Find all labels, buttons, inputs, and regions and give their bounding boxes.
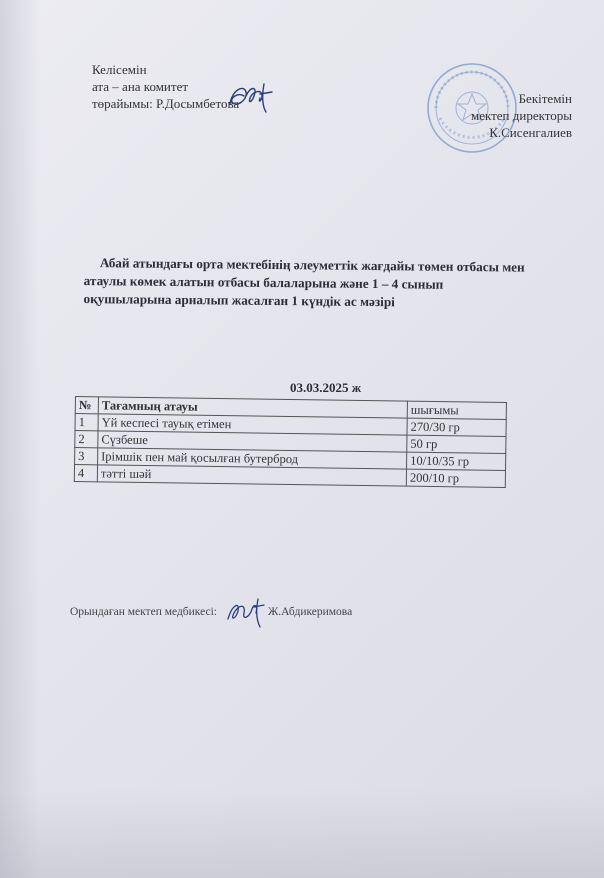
row-num: 2 bbox=[75, 431, 98, 448]
approval-block-right bbox=[471, 90, 572, 141]
approval-left-line1: Келісемін bbox=[92, 62, 147, 77]
signature-committee bbox=[222, 78, 278, 118]
menu-date: 03.03.2025 ж bbox=[290, 380, 362, 395]
approval-left-line2: ата – ана комитет bbox=[92, 79, 189, 94]
row-yield: 200/10 гр bbox=[406, 469, 505, 487]
menu-table bbox=[74, 396, 507, 488]
approval-right-line3: К.Сисенгалиев bbox=[489, 125, 572, 140]
title-line3: оқушыларына арналып жасалған 1 күндік ас мәзірі bbox=[83, 290, 395, 310]
title-line1: Абай атындағы орта мектебінің әлеуметтік жағдайы төмен отбасы мен bbox=[99, 255, 525, 275]
page-shadow-bottom bbox=[0, 788, 604, 878]
approval-right-line2: мектеп директоры bbox=[470, 108, 572, 123]
row-yield: 50 гр bbox=[407, 435, 506, 453]
approval-right-line1: Бекітемін bbox=[518, 91, 572, 106]
row-dish: Үй кеспесі тауық етімен bbox=[98, 414, 407, 435]
signature-nurse bbox=[224, 595, 268, 631]
footer-signature-line bbox=[70, 606, 353, 618]
title-line2: атаулы көмек алатын отбасы балаларына және 1 – 4 сынып bbox=[83, 272, 444, 292]
document-title bbox=[83, 254, 564, 313]
footer-label: Орындаған мектеп медбикесі: bbox=[70, 606, 217, 618]
row-dish: Сүзбеше bbox=[98, 431, 407, 452]
header-dish-name: Тағамның атауы bbox=[98, 397, 407, 418]
row-num: 1 bbox=[75, 414, 98, 431]
row-dish: Ірімшік пен май қосылған бутерброд bbox=[98, 448, 407, 469]
footer-name: Ж.Абдикеримова bbox=[268, 606, 353, 618]
row-yield: 270/30 гр bbox=[407, 418, 506, 436]
header-yield: шығымы bbox=[407, 401, 506, 419]
page-shadow bbox=[0, 0, 40, 878]
approval-block-left bbox=[92, 61, 239, 112]
header-num: № bbox=[75, 397, 98, 414]
row-num: 3 bbox=[75, 448, 98, 465]
approval-left-line3: төрайымы: Р.Досымбетова bbox=[92, 96, 240, 111]
row-num: 4 bbox=[74, 465, 97, 482]
row-yield: 10/10/35 гр bbox=[407, 452, 506, 470]
row-dish: тәтті шәй bbox=[97, 465, 406, 486]
